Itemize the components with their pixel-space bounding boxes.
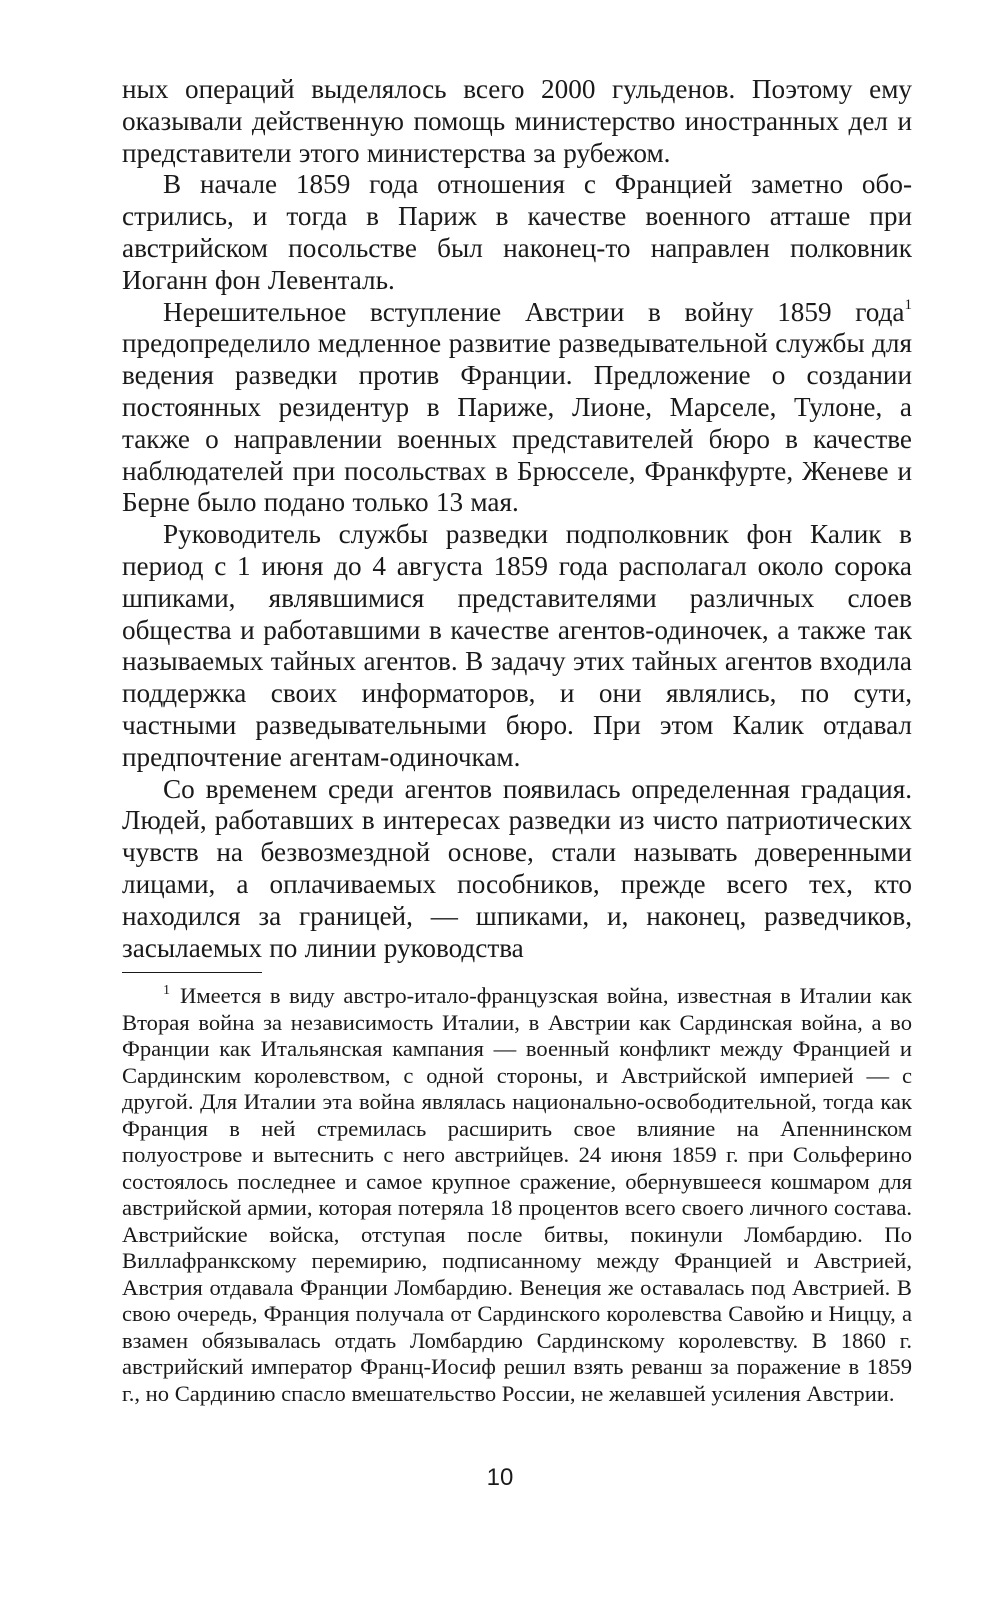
page-content (122, 74, 912, 1407)
paragraph-1: ных операций выделялось всего 2000 гульденов. Поэтому ему оказывали действенную помощь министерство иностранных дел и представители этого министерства за рубежом. (122, 74, 912, 168)
page-number: 10 (486, 1464, 514, 1491)
paragraph-2: В начале 1859 года отношения с Францией заметно обострились, и тогда в Париж в качестве военного атташе при австрийском посольстве был наконец-то направлен полковник Иоганн фон Левенталь. (122, 169, 912, 295)
footnote-text: Имеется в виду австро-итало-французская война, известная в Италии как Вторая война за независимость Италии, в Австрии как Сардинская война, а во Франции как Итальянская кампания — военный конфликт между Францией и Сардинским королевством, с одной стороны, и Австрийской империей — с другой. Для Италии эта война являлась национально-освободительной, тогда как Франция в ней стремилась расширить свое влияние на Апеннинском полуострове и вытеснить с него австрийцев. 24 июня 1859 г. при Сольферино состоялось последнее и самое крупное сражение, обернувшееся кошмаром для австрийской армии, которая потеряла 18 процентов всего своего личного состава. Австрийские войска, отступая после битвы, покинули Ломбардию. По Виллафранкскому перемирию, подписанному между Францией и Австрией, Австрия отдавала Франции Ломбардию. Венеция же оставалась под Австрией. В свою очередь, Франция получала от Сардинского королевства Савойю и Ниццу, а взамен обязывалась отдать Ломбардию Сардинскому королевству. В 1860 г. австрийский император Франц-Иосиф решил взять реванш за поражение в 1859 г., но Сардинию спасло вмешательство России, не желавшей усиления Австрии. (122, 983, 912, 1406)
paragraph-3 (122, 297, 912, 520)
footnote-1 (122, 983, 912, 1407)
paragraph-3-rest: предопределило медленное развитие разведывательной службы для ведения разведки против Франции. Предложение о создании постоянных резидентур в Париже, Лионе, Марселе, Тулоне, а также о направлении военных представителей бюро в качестве наблюдателей при посольствах в Брюсселе, Франкфурте, Женеве и Берне было подано только 13 мая. (122, 328, 912, 518)
paragraph-5: Со временем среди агентов появилась определенная градация. Людей, работавших в интересах разведки из чисто патриотических чувств на безвозмездной основе, стали называть доверенными лицами, а оплачиваемых пособников, прежде всего тех, кто находился за границей, — шпиками, и, наконец, разведчиков, засылаемых по линии руководства (122, 773, 912, 963)
main-text (122, 74, 912, 964)
footnote-reference[interactable]: 1 (904, 296, 912, 313)
footnote-divider (122, 972, 262, 973)
footnote-mark: 1 (163, 983, 170, 999)
footnotes (122, 983, 912, 1407)
paragraph-3-start: Нерешительное вступление Австрии в войну 1859 года (163, 296, 905, 327)
paragraph-4: Руководитель службы разведки подполковник фон Калик в период с 1 июня до 4 августа 1859 года располагал около сорока шпиками, являвшимися представителями различных слоев общества и работавшими в качестве агентов-одиночек, а также так называемых тайных агентов. В задачу этих тайных агентов входила поддержка своих информаторов, и они являлись, по сути, частными разведывательными бюро. При этом Калик отдавал предпочтение агентам-одиночкам. (122, 519, 912, 772)
